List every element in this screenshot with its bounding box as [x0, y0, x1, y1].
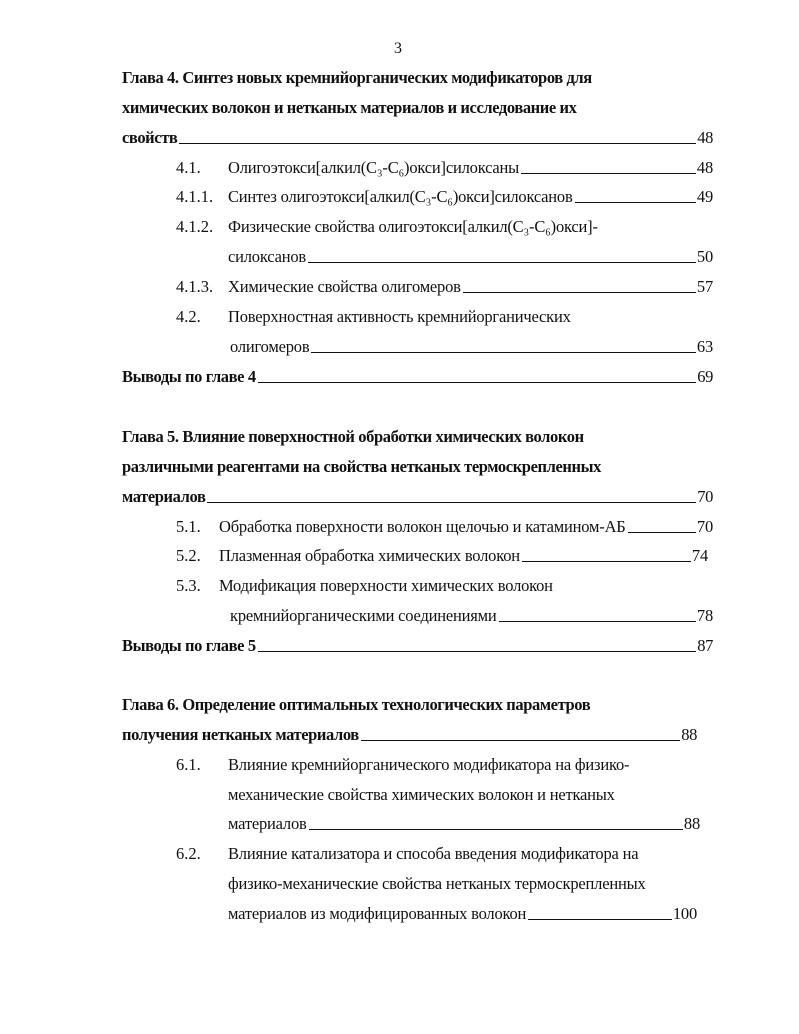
section-title-text: Модификация поверхности химических волокон [219, 576, 553, 596]
section-title-line [230, 604, 713, 626]
section-title-line [219, 515, 713, 537]
section-title-line [228, 245, 713, 267]
page-ref: 50 [696, 247, 713, 267]
chapter-title-line [122, 455, 601, 477]
section-title-line [228, 275, 713, 297]
chapter-title-text: Глава 5. Влияние поверхностной обработки химических волокон [122, 427, 584, 446]
section-number: 4.1. [176, 157, 201, 177]
leader-line [522, 561, 691, 562]
chapter-title-text: материалов [122, 486, 206, 506]
chapter-title-line [122, 485, 713, 507]
chapter-title-line [122, 723, 697, 745]
section-title-text: Влияние катализатора и способа введения модификатора на [228, 844, 639, 864]
chapter-conclusions [122, 365, 713, 387]
section-title-text: Обработка поверхности волокон щелочью и катамином-АБ [219, 516, 626, 536]
conclusions-label: Выводы по главе 5 [122, 635, 256, 655]
section-title-text: Химические свойства олигомеров [228, 276, 461, 296]
chapter-title-line [122, 96, 577, 118]
section-title-text: силоксанов [228, 247, 306, 267]
chapter-title-text: Глава 4. Синтез новых кремнийорганических модификаторов для [122, 68, 592, 87]
section-number: 5.2. [176, 546, 201, 566]
page-ref: 70 [696, 516, 713, 536]
section-number: 5.3. [176, 576, 201, 596]
leader-line [575, 202, 696, 203]
chapter-title-line [122, 425, 584, 447]
section-title-line [219, 544, 708, 566]
section-title-line [219, 574, 553, 596]
section-title-line [228, 842, 638, 864]
section-title-line [228, 783, 615, 805]
section-title-text: Поверхностная активность кремнийорганических [228, 306, 571, 326]
leader-line [361, 740, 680, 741]
section-title-text: Синтез олигоэтокси[алкил(C₃-C₆)окси]силоксанов [228, 187, 573, 207]
leader-line [499, 621, 696, 622]
leader-line [463, 292, 696, 293]
page-ref: 49 [696, 187, 713, 207]
page-ref: 63 [696, 336, 713, 356]
page-ref: 88 [683, 814, 700, 834]
leader-line [521, 173, 696, 174]
section-title-line [228, 872, 646, 894]
section-title-line [228, 156, 713, 178]
section-number: 4.1.1. [176, 187, 214, 207]
section-title-line [228, 812, 700, 834]
section-title-text: Влияние кремнийорганического модификатора на физико- [228, 754, 630, 774]
leader-line [258, 382, 697, 383]
leader-line [628, 532, 696, 533]
section-title-line [230, 335, 713, 357]
leader-line [311, 352, 695, 353]
page-number: 3 [394, 40, 402, 57]
page-ref: 69 [697, 366, 713, 386]
chapter-title-text: свойств [122, 127, 178, 147]
chapter-conclusions [122, 634, 713, 656]
section-number: 6.1. [176, 754, 201, 774]
leader-line [207, 502, 696, 503]
chapter-title-line [122, 693, 590, 715]
section-number: 4.1.3. [176, 276, 214, 296]
section-title-text: Плазменная обработка химических волокон [219, 546, 520, 566]
page-ref: 74 [691, 546, 708, 566]
section-number: 6.2. [176, 844, 201, 864]
leader-line [179, 143, 696, 144]
leader-line [308, 262, 696, 263]
page-ref: 70 [697, 486, 713, 506]
section-number: 4.2. [176, 306, 201, 326]
page-ref: 57 [696, 276, 713, 296]
section-title-text: механические свойства химических волокон и нетканых [228, 784, 615, 804]
section-title-text: физико-механические свойства нетканых термоскрепленных [228, 874, 646, 894]
section-title-line [228, 305, 571, 327]
section-title-line [228, 215, 598, 237]
chapter-title-line [122, 126, 713, 148]
page-ref: 87 [697, 635, 713, 655]
chapter-title-text: получения нетканых материалов [122, 724, 359, 744]
leader-line [309, 829, 683, 830]
chapter-title-line [122, 66, 592, 88]
chapter-title-text: Глава 6. Определение оптимальных технологических параметров [122, 695, 591, 714]
section-number: 4.1.2. [176, 217, 214, 237]
page-ref: 78 [696, 606, 713, 626]
page-ref: 48 [697, 127, 713, 147]
section-title-text: материалов из модифицированных волокон [228, 903, 527, 923]
section-title-line [228, 753, 629, 775]
chapter-title-text: химических волокон и нетканых материалов и исследование их [122, 97, 577, 117]
section-title-text: Олигоэтокси[алкил(C₃-C₆)окси]силоксаны [228, 157, 520, 177]
leader-line [528, 919, 672, 920]
page-ref: 48 [696, 157, 713, 177]
section-title-text: кремнийорганическими соединениями [230, 606, 497, 626]
leader-line [258, 651, 697, 652]
section-title-line [228, 185, 713, 207]
page-ref: 88 [681, 724, 697, 744]
section-title-line [228, 902, 697, 924]
section-title-text: олигомеров [230, 336, 310, 356]
conclusions-label: Выводы по главе 4 [122, 366, 256, 386]
section-number: 5.1. [176, 516, 201, 536]
section-title-text: материалов [228, 814, 307, 834]
section-title-text: Физические свойства олигоэтокси[алкил(C₃-C₆)окси]- [228, 217, 598, 237]
page-ref: 100 [672, 903, 697, 923]
chapter-title-text: различными реагентами на свойства нетканых термоскрепленных [122, 456, 601, 476]
